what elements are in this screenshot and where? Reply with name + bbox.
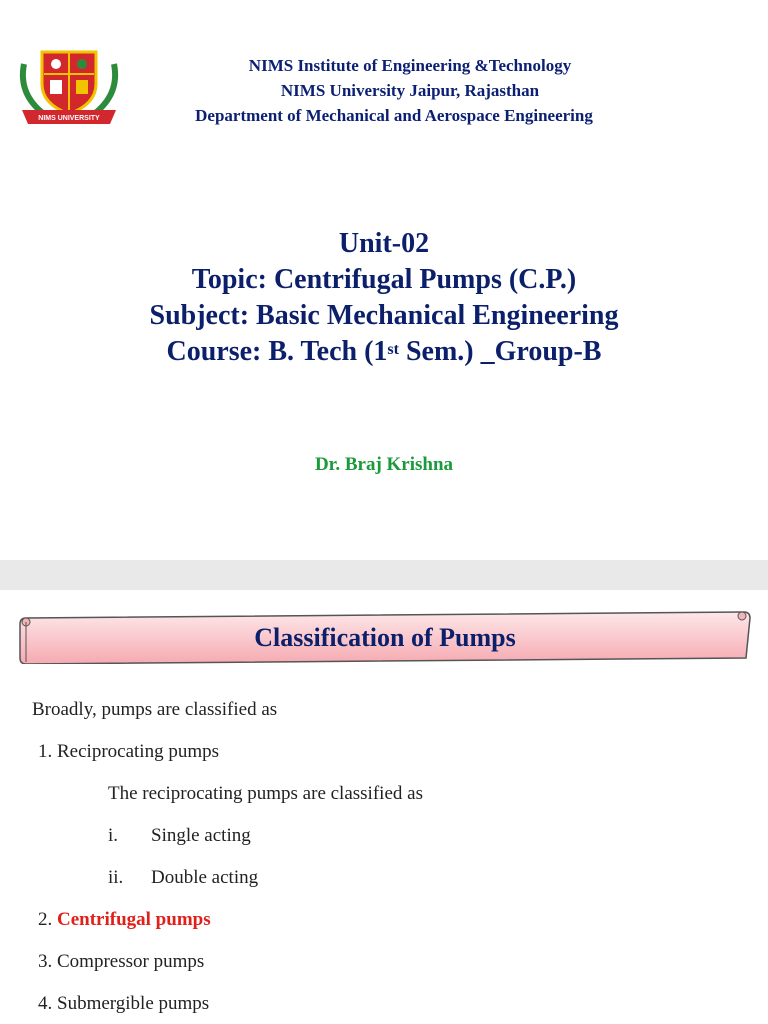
svg-text:NIMS UNIVERSITY: NIMS UNIVERSITY (38, 115, 100, 122)
author-name: Dr. Braj Krishna (314, 454, 454, 475)
sub-item-double-acting: Double acting (151, 867, 259, 888)
university-name: NIMS University Jaipur, Rajasthan (280, 81, 540, 100)
subject-title: Subject: Basic Mechanical Engineering (149, 300, 619, 331)
sub-item-marker: i. (108, 825, 119, 846)
list-item-reciprocating: 1. Reciprocating pumps (38, 741, 219, 762)
intro-text: Broadly, pumps are classified as (32, 699, 278, 720)
department-name: Department of Mechanical and Aerospace Engineering (195, 106, 593, 125)
sub-item-single-acting: Single acting (151, 825, 251, 846)
topic-title: Topic: Centrifugal Pumps (C.P.) (191, 264, 577, 295)
list-item-compressor: 3. Compressor pumps (38, 951, 205, 972)
title-block (0, 226, 768, 370)
sub-intro-text: The reciprocating pumps are classified as (108, 783, 423, 804)
sub-item-marker: ii. (108, 867, 124, 888)
unit-title: Unit-02 (338, 228, 430, 259)
classification-slide (0, 590, 768, 1024)
course-title: Course: B. Tech (1st Sem.) _Group-B (166, 336, 602, 367)
list-item-centrifugal: 2. Centrifugal pumps (38, 909, 211, 930)
institute-name: NIMS Institute of Engineering &Technology (248, 56, 572, 75)
list-item-submergible: 4. Submergible pumps (38, 993, 210, 1014)
slide-title: Classification of Pumps (254, 623, 516, 652)
